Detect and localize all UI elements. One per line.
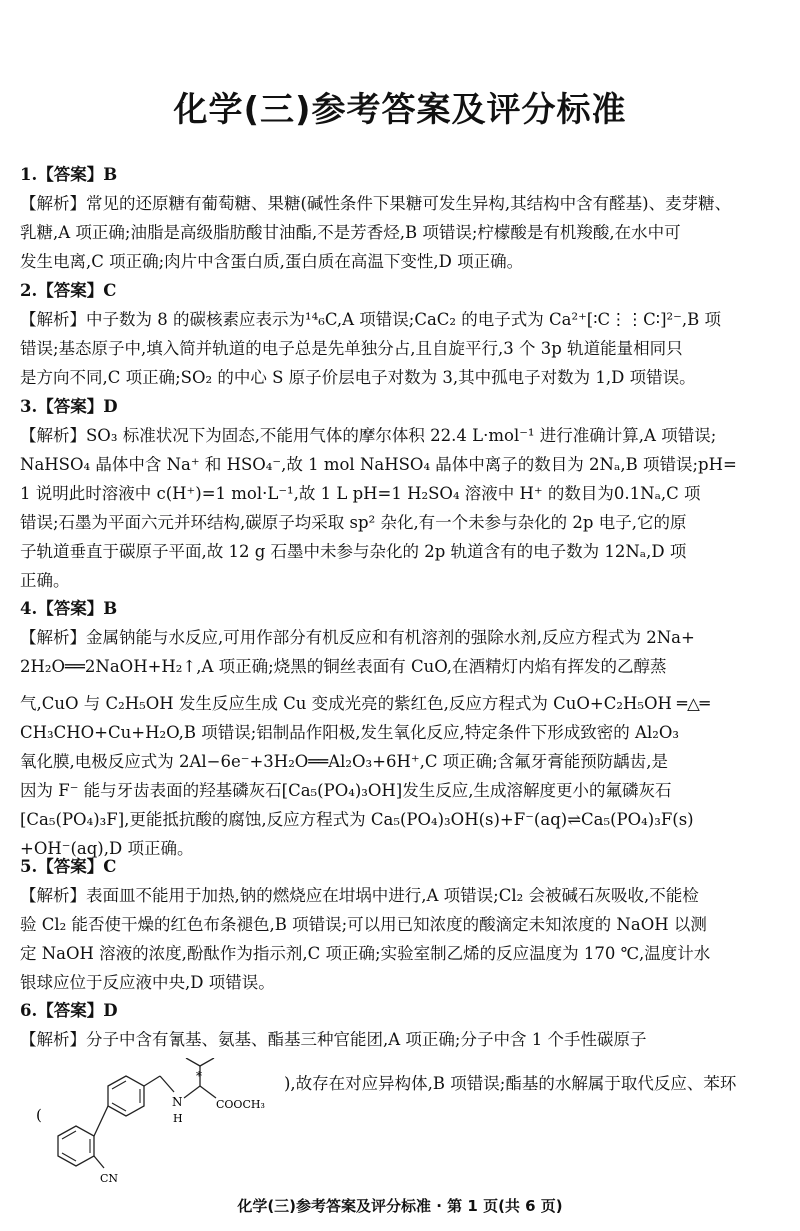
question-2 <box>20 276 790 392</box>
question-6 <box>20 996 790 1054</box>
analysis-line: 【解析】中子数为 8 的碳核素应表示为¹⁴₆C,A 项错误;CaC₂ 的电子式为 Ca²⁺[∶C⋮⋮C∶]²⁻,B 项 <box>20 310 721 329</box>
analysis-line: 【解析】SO₃ 标准状况下为固态,不能用气体的摩尔体积 22.4 L·mol⁻¹ 进行准确计算,A 项错误; <box>20 426 717 445</box>
analysis-line: 乳糖,A 项正确;油脂是高级脂肪酸甘油酯,不是芳香烃,B 项错误;柠檬酸是有机羧酸,在水中可 <box>20 223 681 242</box>
analysis-line: [Ca₅(PO₄)₃F],更能抵抗酸的腐蚀,反应方程式为 Ca₅(PO₄)₃OH(s)+F⁻(aq)⇌Ca₅(PO₄)₃F(s) <box>20 810 694 829</box>
analysis-line: 错误;基态原子中,填入简并轨道的电子总是先单独分占,且自旋平行,3 个 3p 轨道能量相同只 <box>20 339 683 358</box>
question-3 <box>20 392 790 595</box>
answer-line: 6.【答案】D <box>20 1001 118 1020</box>
analysis-line: 是方向不同,C 项正确;SO₂ 的中心 S 原子价层电子对数为 3,其中孤电子对数为 1,D 项错误。 <box>20 368 696 387</box>
analysis-line: 1 说明此时溶液中 c(H⁺)=1 mol·L⁻¹,故 1 L pH=1 H₂SO₄ 溶液中 H⁺ 的数目为0.1Nₐ,C 项 <box>20 484 701 503</box>
ester-label: COOCH₃ <box>216 1098 265 1111</box>
page-title: 化学(三)参考答案及评分标准 <box>173 90 627 130</box>
cn-label: CN <box>100 1172 119 1185</box>
h-label: H <box>173 1112 183 1125</box>
analysis-line-tail: ),故存在对应异构体,B 项错误;酯基的水解属于取代反应、苯环 <box>284 1074 737 1093</box>
answer-line: 3.【答案】D <box>20 397 118 416</box>
analysis-line: 2H₂O══2NaOH+H₂↑,A 项正确;烧黑的铜丝表面有 CuO,在酒精灯内焰有挥发的乙醇蒸 <box>20 657 667 676</box>
analysis-line: 发生电离,C 项正确;肉片中含蛋白质,蛋白质在高温下变性,D 项正确。 <box>20 252 524 271</box>
analysis-line: 【解析】常见的还原糖有葡萄糖、果糖(碱性条件下果糖可发生异构,其结构中含有醛基)、麦芽糖、 <box>20 194 732 213</box>
analysis-line: 子轨道垂直于碳原子平面,故 12 g 石墨中未参与杂化的 2p 轨道含有的电子数为 12Nₐ,D 项 <box>20 542 687 561</box>
analysis-line: 气,CuO 与 C₂H₅OH 发生反应生成 Cu 变成光亮的紫红色,反应方程式为 CuO+C₂H₅OH ═△═ <box>20 694 710 713</box>
molecule-structure-figure <box>36 1058 296 1188</box>
answer-line: 4.【答案】B <box>20 599 118 618</box>
analysis-line: 银球应位于反应液中央,D 项错误。 <box>20 973 275 992</box>
analysis-line: 验 Cl₂ 能否使干燥的红色布条褪色,B 项错误;可以用已知浓度的酸滴定未知浓度的 NaOH 以测 <box>20 915 707 934</box>
analysis-line: CH₃CHO+Cu+H₂O,B 项错误;铝制品作阳极,发生氧化反应,特定条件下形成致密的 Al₂O₃ <box>20 723 679 742</box>
question-4 <box>20 594 790 863</box>
analysis-line: 正确。 <box>20 571 70 590</box>
analysis-line: 定 NaOH 溶液的浓度,酚酞作为指示剂,C 项正确;实验室制乙烯的反应温度为 170 ℃,温度计水 <box>20 944 711 963</box>
question-5 <box>20 852 790 997</box>
answer-line: 2.【答案】C <box>20 281 117 300</box>
analysis-line: +OH⁻(aq),D 项正确。 <box>20 839 194 858</box>
analysis-line: 因为 F⁻ 能与牙齿表面的羟基磷灰石[Ca₅(PO₄)₃OH]发生反应,生成溶解度更小的氟磷灰石 <box>20 781 672 800</box>
analysis-line: 【解析】金属钠能与水反应,可用作部分有机反应和有机溶剂的强除水剂,反应方程式为 2Na+ <box>20 628 695 647</box>
analysis-line: 【解析】表面皿不能用于加热,钠的燃烧应在坩埚中进行,A 项错误;Cl₂ 会被碱石灰吸收,不能检 <box>20 886 699 905</box>
analysis-line: 【解析】分子中含有氰基、氨基、酯基三种官能团,A 项正确;分子中含 1 个手性碳原子 <box>20 1030 647 1049</box>
answer-line: 1.【答案】B <box>20 165 118 184</box>
analysis-line: 错误;石墨为平面六元并环结构,碳原子均采取 sp² 杂化,有一个未参与杂化的 2p 电子,它的原 <box>20 513 687 532</box>
analysis-line: 氧化膜,电极反应式为 2Al−6e⁻+3H₂O══Al₂O₃+6H⁺,C 项正确;含氟牙膏能预防龋齿,是 <box>20 752 668 771</box>
page-footer: 化学(三)参考答案及评分标准 · 第 1 页(共 6 页) <box>237 1197 563 1215</box>
benzene-ring-upper <box>108 1076 144 1116</box>
question-1 <box>20 160 790 276</box>
n-label: N <box>172 1095 183 1109</box>
chiral-marker: * <box>196 1069 202 1083</box>
open-paren: ( <box>36 1106 42 1124</box>
benzene-ring-lower <box>58 1126 94 1166</box>
answer-line: 5.【答案】C <box>20 857 117 876</box>
analysis-line: NaHSO₄ 晶体中含 Na⁺ 和 HSO₄⁻,故 1 mol NaHSO₄ 晶体中离子的数目为 2Nₐ,B 项错误;pH= <box>20 455 737 474</box>
